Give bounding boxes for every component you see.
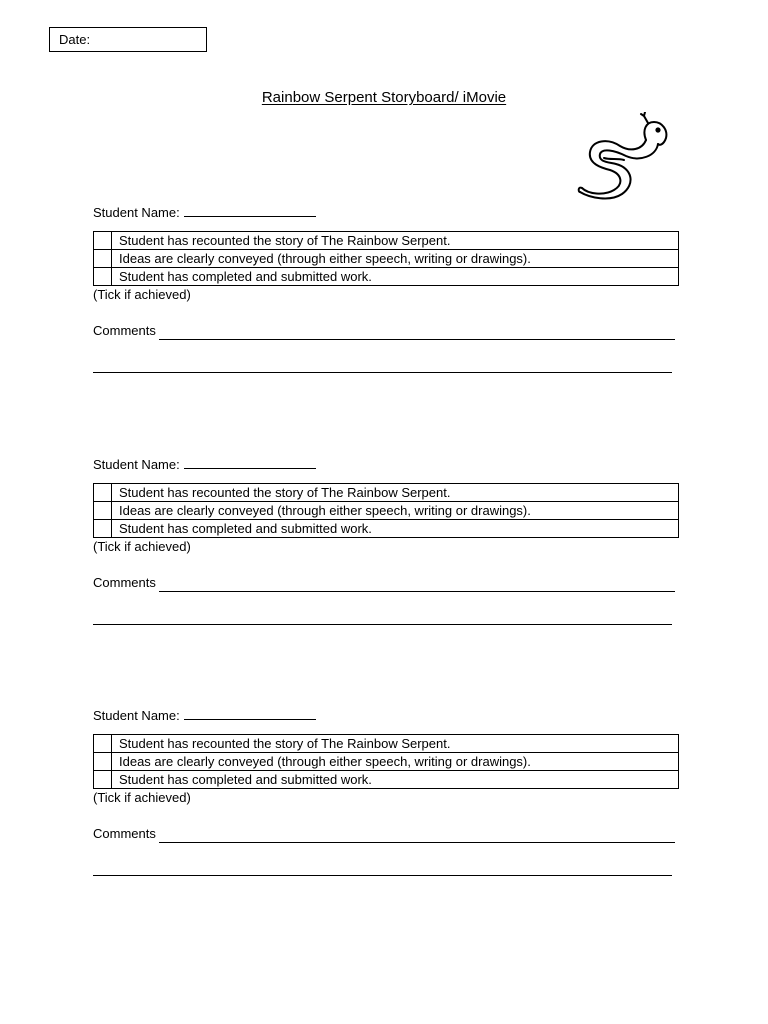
- criteria-row: [94, 502, 679, 520]
- tick-note: (Tick if achieved): [93, 287, 191, 302]
- tick-box[interactable]: [94, 232, 112, 250]
- comments-field[interactable]: [93, 825, 675, 843]
- criteria-row: [94, 771, 679, 789]
- criteria-text: Student has completed and submitted work.: [112, 268, 679, 286]
- tick-note: (Tick if achieved): [93, 539, 191, 554]
- criteria-table: [93, 483, 679, 538]
- criteria-row: [94, 250, 679, 268]
- comments-blank[interactable]: [159, 326, 675, 340]
- criteria-text: Ideas are clearly conveyed (through either speech, writing or drawings).: [112, 753, 679, 771]
- comments-second-line[interactable]: [93, 875, 672, 876]
- date-field[interactable]: [49, 27, 207, 52]
- tick-note: (Tick if achieved): [93, 790, 191, 805]
- comments-second-line[interactable]: [93, 372, 672, 373]
- student-name-label: Student Name:: [93, 457, 180, 472]
- comments-label: Comments: [93, 826, 156, 841]
- tick-box[interactable]: [94, 753, 112, 771]
- student-name-label: Student Name:: [93, 708, 180, 723]
- tick-box[interactable]: [94, 502, 112, 520]
- student-name-blank[interactable]: [184, 204, 316, 217]
- student-name-blank[interactable]: [184, 707, 316, 720]
- criteria-row: [94, 520, 679, 538]
- criteria-row: [94, 268, 679, 286]
- student-name-field[interactable]: [93, 707, 316, 725]
- criteria-row: [94, 753, 679, 771]
- tick-box[interactable]: [94, 520, 112, 538]
- criteria-text: Student has recounted the story of The Rainbow Serpent.: [112, 735, 679, 753]
- comments-second-line[interactable]: [93, 624, 672, 625]
- comments-field[interactable]: [93, 322, 675, 340]
- criteria-text: Ideas are clearly conveyed (through either speech, writing or drawings).: [112, 502, 679, 520]
- comments-label: Comments: [93, 575, 156, 590]
- tick-box[interactable]: [94, 268, 112, 286]
- tick-box[interactable]: [94, 250, 112, 268]
- student-name-label: Student Name:: [93, 205, 180, 220]
- page-title: [0, 88, 768, 108]
- criteria-text: Student has recounted the story of The Rainbow Serpent.: [112, 484, 679, 502]
- date-label: Date:: [59, 32, 91, 47]
- student-name-field[interactable]: [93, 204, 316, 222]
- comments-label: Comments: [93, 323, 156, 338]
- assessment-section-3: [93, 707, 693, 897]
- student-name-blank[interactable]: [184, 456, 316, 469]
- comments-field[interactable]: [93, 574, 675, 592]
- serpent-icon: [574, 112, 674, 200]
- student-name-field[interactable]: [93, 456, 316, 474]
- tick-box[interactable]: [94, 484, 112, 502]
- assessment-section-2: [93, 456, 693, 646]
- criteria-text: Student has recounted the story of The Rainbow Serpent.: [112, 232, 679, 250]
- criteria-table: [93, 734, 679, 789]
- criteria-text: Ideas are clearly conveyed (through either speech, writing or drawings).: [112, 250, 679, 268]
- criteria-row: [94, 232, 679, 250]
- criteria-text: Student has completed and submitted work.: [112, 771, 679, 789]
- page-title-text: Rainbow Serpent Storyboard/ iMovie: [261, 89, 507, 106]
- comments-blank[interactable]: [159, 578, 675, 592]
- criteria-text: Student has completed and submitted work.: [112, 520, 679, 538]
- tick-box[interactable]: [94, 735, 112, 753]
- tick-box[interactable]: [94, 771, 112, 789]
- comments-blank[interactable]: [159, 829, 675, 843]
- assessment-section-1: [93, 204, 693, 394]
- criteria-row: [94, 484, 679, 502]
- criteria-row: [94, 735, 679, 753]
- criteria-table: [93, 231, 679, 286]
